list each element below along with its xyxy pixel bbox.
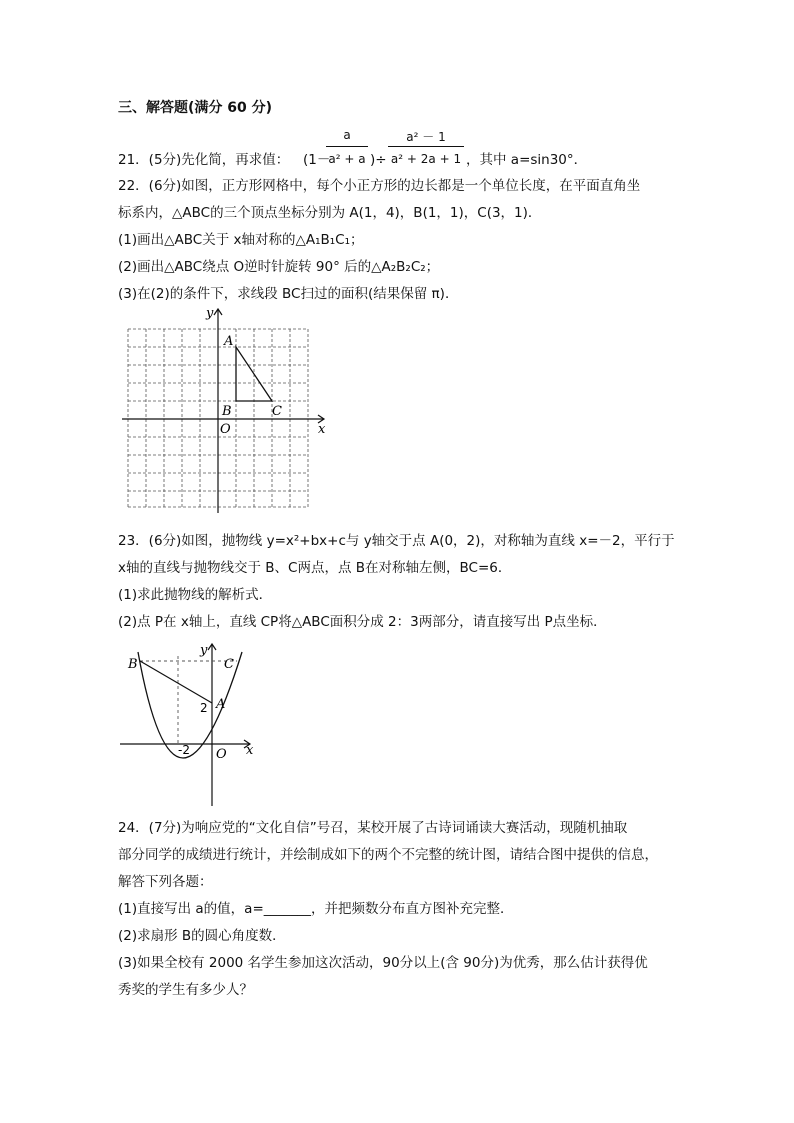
q21-denominator-1: a² + a <box>328 152 366 166</box>
section-title: 三、解答题(满分 60 分) <box>118 100 273 116</box>
label-b: B <box>222 404 232 419</box>
q24-line-3: 解答下列各题： <box>118 874 213 890</box>
label-a: A <box>224 334 234 349</box>
q21-fraction-bar-1 <box>326 146 368 147</box>
q21-numerator-1: a <box>343 128 351 142</box>
q21-expr-left: (1－ <box>303 152 331 168</box>
q21-text: 21．(5分)先化简，再求值： <box>118 152 290 168</box>
q21-denominator-2: a² + 2a + 1 <box>390 152 462 166</box>
q24-sub-3a: (3)如果全校有 2000 名学生参加这次活动，90分以上(含 90分)为优秀，那么估计获得优 <box>118 955 648 971</box>
label-x: x <box>318 422 326 437</box>
q24-sub-2: (2)求扇形 B的圆心角度数． <box>118 928 286 944</box>
q24-line-1: 24．(7分)为响应党的“文化自信”号召，某校开展了古诗词诵读大赛活动，现随机抽取 <box>118 820 628 836</box>
q21-numerator-2: a² － 1 <box>406 130 446 144</box>
q23-sub-2: (2)点 P在 x轴上，直线 CP将△ABC面积分成 2：3两部分，请直接写出 P点坐标． <box>118 614 607 630</box>
label-2: 2 <box>200 701 208 715</box>
label-a: A <box>216 697 226 712</box>
triangle-abc <box>140 661 212 703</box>
q21-fraction-bar-2 <box>388 146 464 147</box>
label-c: C <box>272 404 282 419</box>
label-minus-2: -2 <box>178 743 190 757</box>
label-y: y <box>206 306 214 321</box>
q22-sub-3: (3)在(2)的条件下，求线段 BC扫过的面积(结果保留 π)． <box>118 286 459 302</box>
q22-line-1: 22．(6分)如图，正方形网格中，每个小正方形的边长都是一个单位长度，在平面直角坐 <box>118 178 641 194</box>
q22-sub-2: (2)画出△ABC绕点 O逆时针旋转 90° 后的△A₂B₂C₂； <box>118 259 440 275</box>
q23-parabola-figure <box>118 638 268 808</box>
q23-sub-1: (1)求此抛物线的解析式． <box>118 587 273 603</box>
label-o: O <box>220 422 231 437</box>
q21-operator: )÷ <box>370 152 387 168</box>
label-o: O <box>216 747 227 762</box>
q23-line-1: 23．(6分)如图，抛物线 y=x²+bx+c与 y轴交于点 A(0，2)，对称轴为直线 x=－2，平行于 <box>118 533 675 549</box>
q22-line-2: 标系内，△ABC的三个顶点坐标分别为 A(1，4)，B(1，1)，C(3，1)． <box>118 205 542 221</box>
q24-sub-1: (1)直接写出 a的值，a=_______，并把频数分布直方图补充完整． <box>118 901 514 917</box>
q24-sub-3b: 秀奖的学生有多少人？ <box>118 982 253 998</box>
label-c: C <box>224 657 234 672</box>
q24-line-2: 部分同学的成绩进行统计，并绘制成如下的两个不完整的统计图，请结合图中提供的信息， <box>118 847 658 863</box>
q22-sub-1: (1)画出△ABC关于 x轴对称的△A₁B₁C₁； <box>118 232 364 248</box>
label-x: x <box>246 743 254 758</box>
q23-line-2: x轴的直线与抛物线交于 B、C两点，点 B在对称轴左侧，BC=6． <box>118 560 512 576</box>
label-y: y <box>200 643 208 658</box>
q21-tail: ，其中 a=sin30°． <box>466 152 588 168</box>
q22-grid-figure <box>118 305 338 515</box>
label-b: B <box>128 657 138 672</box>
